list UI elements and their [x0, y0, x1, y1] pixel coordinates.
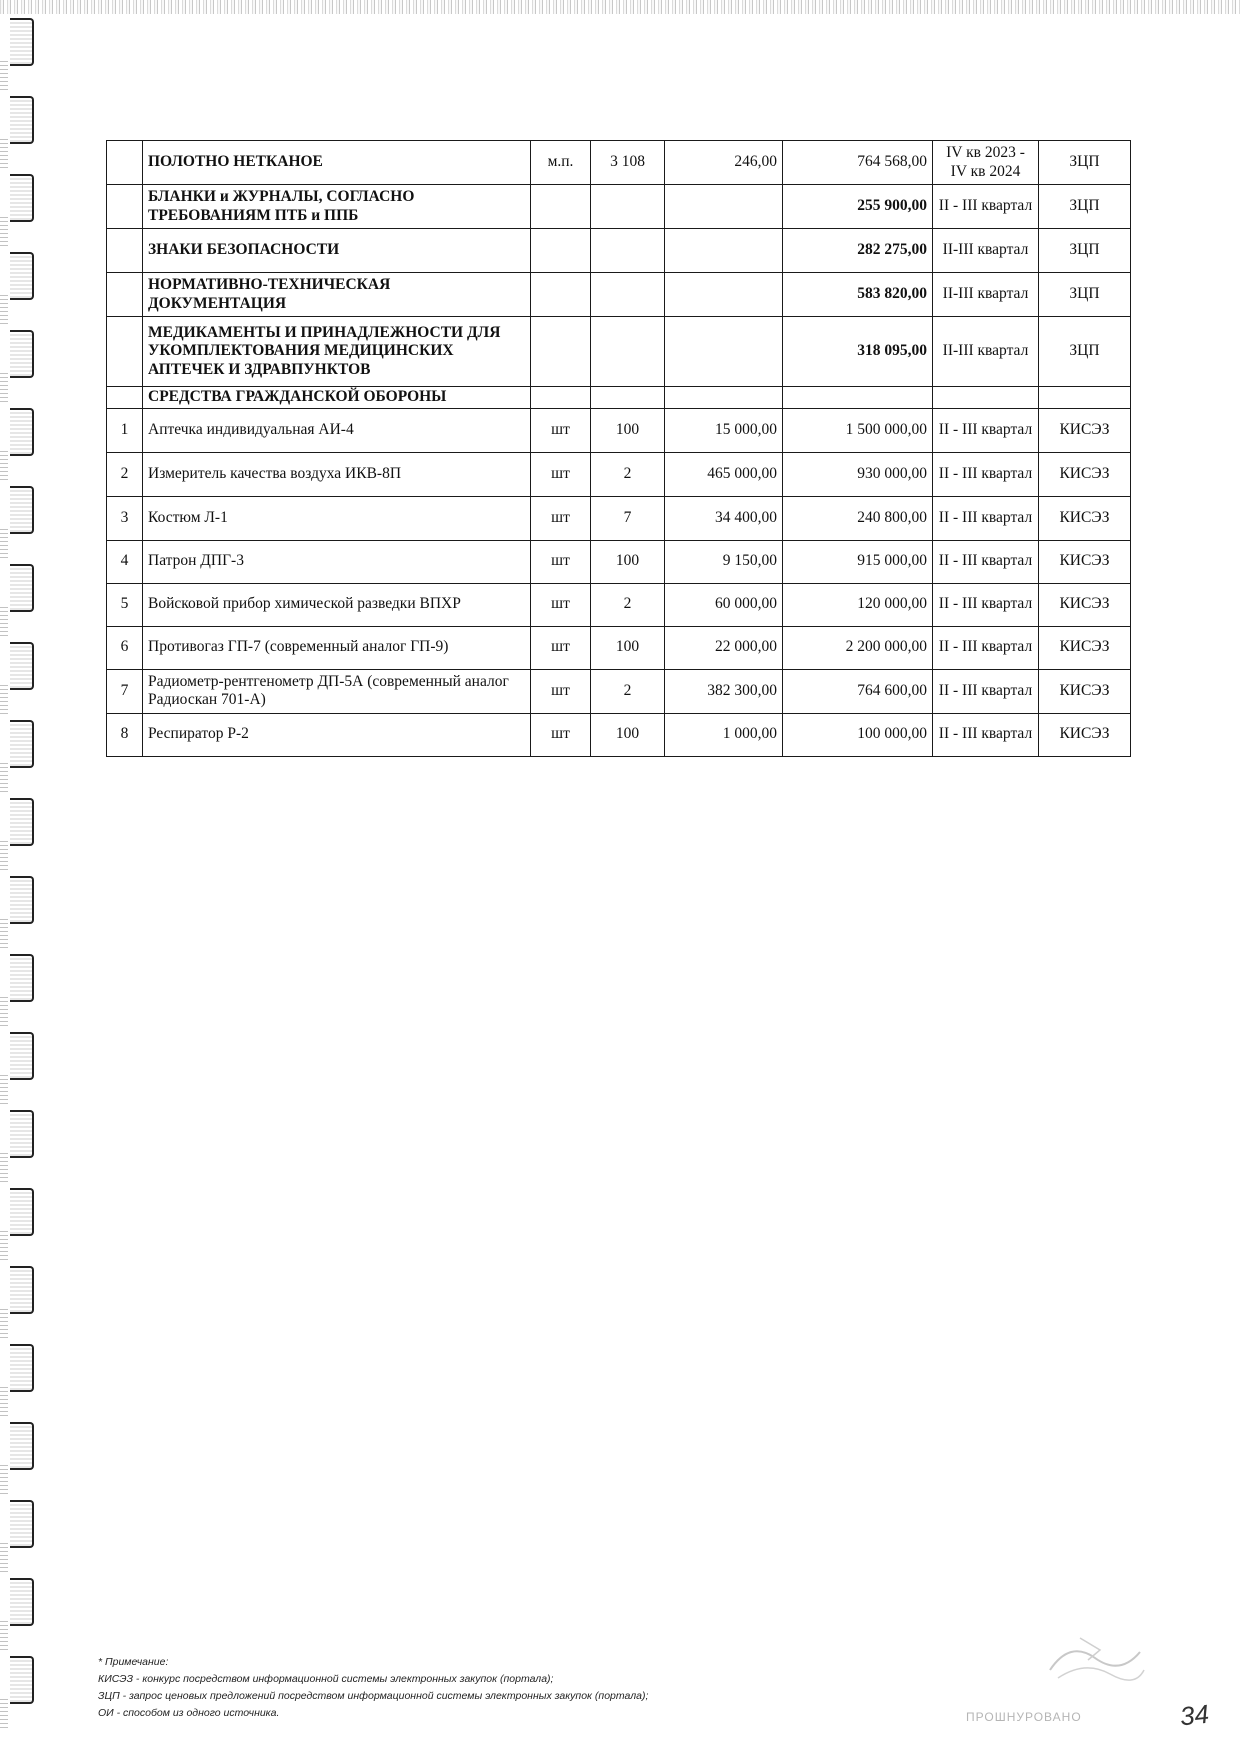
row-period: II - III квартал — [933, 626, 1039, 669]
table-row — [107, 387, 1131, 409]
binding-hole — [10, 1344, 34, 1392]
footnote-line-zcp: ЗЦП - запрос ценовых предложений посредством информационной системы электронных закупок (портала); — [98, 1690, 649, 1702]
table-row — [107, 496, 1131, 540]
row-sum: 1 500 000,00 — [783, 408, 933, 452]
binding-hole — [10, 954, 34, 1002]
binding-hole — [10, 1032, 34, 1080]
row-period: IV кв 2023 - IV кв 2024 — [933, 141, 1039, 185]
row-quantity: 100 — [591, 408, 665, 452]
row-number — [107, 317, 143, 387]
row-period: II-III квартал — [933, 229, 1039, 273]
row-sum: 764 600,00 — [783, 669, 933, 713]
binding-hole — [10, 330, 34, 378]
row-unit: шт — [531, 626, 591, 669]
row-quantity: 100 — [591, 540, 665, 583]
binding-hole — [10, 1266, 34, 1314]
row-method: КИСЭЗ — [1039, 626, 1131, 669]
procurement-table — [106, 140, 1131, 757]
row-price — [665, 273, 783, 317]
row-unit — [531, 229, 591, 273]
row-unit: шт — [531, 540, 591, 583]
row-number: 2 — [107, 452, 143, 496]
scan-noise — [0, 762, 8, 792]
row-name: МЕДИКАМЕНТЫ И ПРИНАДЛЕЖНОСТИ ДЛЯ УКОМПЛЕКТОВАНИЯ МЕДИЦИНСКИХ АПТЕЧЕК И ЗДРАВПУНКТОВ — [143, 317, 531, 387]
scan-noise — [0, 684, 8, 714]
row-unit: м.п. — [531, 141, 591, 185]
table-body — [107, 141, 1131, 757]
row-price: 465 000,00 — [665, 452, 783, 496]
row-name: Измеритель качества воздуха ИКВ-8П — [143, 452, 531, 496]
scan-noise — [0, 1230, 8, 1260]
row-number — [107, 185, 143, 229]
scan-noise — [0, 450, 8, 480]
row-name: ПОЛОТНО НЕТКАНОЕ — [143, 141, 531, 185]
stamp-scribble — [1040, 1630, 1150, 1690]
scan-noise — [0, 372, 8, 402]
row-price — [665, 185, 783, 229]
row-quantity: 3 108 — [591, 141, 665, 185]
scan-noise — [0, 606, 8, 636]
binding-hole — [10, 96, 34, 144]
binding-hole — [10, 876, 34, 924]
row-number: 5 — [107, 583, 143, 626]
table-row — [107, 229, 1131, 273]
row-name: СРЕДСТВА ГРАЖДАНСКОЙ ОБОРОНЫ — [143, 387, 531, 409]
scan-noise — [0, 1542, 8, 1572]
row-name: Патрон ДПГ-3 — [143, 540, 531, 583]
row-method: ЗЦП — [1039, 317, 1131, 387]
row-quantity: 2 — [591, 583, 665, 626]
binding-hole — [10, 486, 34, 534]
row-method — [1039, 387, 1131, 409]
row-period: II - III квартал — [933, 408, 1039, 452]
binding-hole — [10, 1656, 34, 1704]
scan-noise — [0, 918, 8, 948]
row-unit — [531, 317, 591, 387]
row-period: II-III квартал — [933, 317, 1039, 387]
binding-hole — [10, 18, 34, 66]
row-sum: 915 000,00 — [783, 540, 933, 583]
footnote — [98, 1654, 898, 1722]
row-method: ЗЦП — [1039, 229, 1131, 273]
row-period — [933, 387, 1039, 409]
binding-hole — [10, 564, 34, 612]
row-price: 246,00 — [665, 141, 783, 185]
row-method: КИСЭЗ — [1039, 452, 1131, 496]
row-name: Противогаз ГП-7 (современный аналог ГП-9) — [143, 626, 531, 669]
table-row — [107, 273, 1131, 317]
row-number: 6 — [107, 626, 143, 669]
row-quantity — [591, 387, 665, 409]
table-row — [107, 317, 1131, 387]
row-price: 1 000,00 — [665, 713, 783, 756]
row-method: ЗЦП — [1039, 185, 1131, 229]
scan-noise — [0, 1308, 8, 1338]
row-sum: 240 800,00 — [783, 496, 933, 540]
footnote-title: * Примечание: — [98, 1656, 169, 1668]
table-row — [107, 141, 1131, 185]
scan-noise — [0, 294, 8, 324]
row-method: КИСЭЗ — [1039, 713, 1131, 756]
row-unit — [531, 185, 591, 229]
row-number — [107, 229, 143, 273]
row-sum — [783, 387, 933, 409]
row-unit: шт — [531, 713, 591, 756]
row-quantity: 2 — [591, 452, 665, 496]
row-name: НОРМАТИВНО-ТЕХНИЧЕСКАЯ ДОКУМЕНТАЦИЯ — [143, 273, 531, 317]
row-quantity — [591, 317, 665, 387]
row-method: КИСЭЗ — [1039, 540, 1131, 583]
table-row — [107, 408, 1131, 452]
row-price: 9 150,00 — [665, 540, 783, 583]
row-method: КИСЭЗ — [1039, 583, 1131, 626]
row-method: ЗЦП — [1039, 141, 1131, 185]
table-row — [107, 540, 1131, 583]
binding-hole — [10, 1110, 34, 1158]
row-sum: 930 000,00 — [783, 452, 933, 496]
row-quantity: 2 — [591, 669, 665, 713]
row-name: Радиометр-рентгенометр ДП-5А (современный аналог Радиоскан 701-А) — [143, 669, 531, 713]
row-unit: шт — [531, 452, 591, 496]
scan-noise — [0, 1152, 8, 1182]
row-sum: 255 900,00 — [783, 185, 933, 229]
row-period: II - III квартал — [933, 713, 1039, 756]
row-price: 22 000,00 — [665, 626, 783, 669]
binding-hole — [10, 1578, 34, 1626]
row-number — [107, 273, 143, 317]
row-unit: шт — [531, 669, 591, 713]
row-method: КИСЭЗ — [1039, 408, 1131, 452]
row-price: 15 000,00 — [665, 408, 783, 452]
scan-noise — [0, 1386, 8, 1416]
row-sum: 583 820,00 — [783, 273, 933, 317]
scan-noise — [0, 1464, 8, 1494]
scan-noise — [0, 528, 8, 558]
row-period: II-III квартал — [933, 273, 1039, 317]
scan-noise — [0, 138, 8, 168]
row-sum: 764 568,00 — [783, 141, 933, 185]
scan-noise — [0, 840, 8, 870]
binding-hole — [10, 408, 34, 456]
row-number: 1 — [107, 408, 143, 452]
row-number — [107, 141, 143, 185]
binding-hole — [10, 174, 34, 222]
scan-noise — [0, 216, 8, 246]
binding-hole — [10, 642, 34, 690]
footnote-line-kisez: КИСЭЗ - конкурс посредством информационной системы электронных закупок (портала); — [98, 1673, 554, 1685]
row-unit — [531, 273, 591, 317]
row-number — [107, 387, 143, 409]
page-number: 34 — [1178, 1698, 1211, 1732]
table-row — [107, 669, 1131, 713]
row-quantity — [591, 185, 665, 229]
binding-hole — [10, 1422, 34, 1470]
scan-noise — [0, 1074, 8, 1104]
row-number: 8 — [107, 713, 143, 756]
footnote-line-oi: ОИ - способом из одного источника. — [98, 1707, 280, 1719]
row-number: 3 — [107, 496, 143, 540]
row-sum: 2 200 000,00 — [783, 626, 933, 669]
row-method: КИСЭЗ — [1039, 496, 1131, 540]
row-unit — [531, 387, 591, 409]
row-price: 382 300,00 — [665, 669, 783, 713]
row-price — [665, 387, 783, 409]
table-row — [107, 583, 1131, 626]
binding-hole — [10, 1500, 34, 1548]
binding-hole — [10, 798, 34, 846]
row-price — [665, 317, 783, 387]
row-method: ЗЦП — [1039, 273, 1131, 317]
row-unit: шт — [531, 496, 591, 540]
row-name: ЗНАКИ БЕЗОПАСНОСТИ — [143, 229, 531, 273]
scan-edge-top — [0, 0, 1240, 14]
row-sum: 100 000,00 — [783, 713, 933, 756]
row-name: Костюм Л-1 — [143, 496, 531, 540]
row-period: II - III квартал — [933, 185, 1039, 229]
row-sum: 120 000,00 — [783, 583, 933, 626]
row-quantity: 100 — [591, 626, 665, 669]
table-row — [107, 452, 1131, 496]
row-period: II - III квартал — [933, 496, 1039, 540]
row-name: Войсковой прибор химической разведки ВПХР — [143, 583, 531, 626]
table-row — [107, 626, 1131, 669]
row-unit: шт — [531, 408, 591, 452]
row-quantity — [591, 229, 665, 273]
binding-hole — [10, 252, 34, 300]
row-period: II - III квартал — [933, 452, 1039, 496]
row-number: 7 — [107, 669, 143, 713]
scan-noise — [0, 60, 8, 90]
row-period: II - III квартал — [933, 583, 1039, 626]
scan-noise — [0, 1620, 8, 1650]
row-period: II - III квартал — [933, 540, 1039, 583]
table-row — [107, 185, 1131, 229]
row-price: 60 000,00 — [665, 583, 783, 626]
row-name: Аптечка индивидуальная АИ-4 — [143, 408, 531, 452]
row-unit: шт — [531, 583, 591, 626]
row-quantity — [591, 273, 665, 317]
row-sum: 318 095,00 — [783, 317, 933, 387]
row-period: II - III квартал — [933, 669, 1039, 713]
row-quantity: 7 — [591, 496, 665, 540]
binding-hole — [10, 1188, 34, 1236]
table-row — [107, 713, 1131, 756]
row-price: 34 400,00 — [665, 496, 783, 540]
row-price — [665, 229, 783, 273]
scan-noise — [0, 1698, 8, 1728]
row-sum: 282 275,00 — [783, 229, 933, 273]
stamp-text: ПРОШНУРОВАНО — [966, 1710, 1082, 1724]
row-number: 4 — [107, 540, 143, 583]
row-name: Респиратор Р-2 — [143, 713, 531, 756]
row-name: БЛАНКИ и ЖУРНАЛЫ, СОГЛАСНО ТРЕБОВАНИЯМ ПТБ и ППБ — [143, 185, 531, 229]
row-quantity: 100 — [591, 713, 665, 756]
scan-noise — [0, 996, 8, 1026]
binding-hole — [10, 720, 34, 768]
row-method: КИСЭЗ — [1039, 669, 1131, 713]
binding-edge — [0, 0, 40, 1753]
